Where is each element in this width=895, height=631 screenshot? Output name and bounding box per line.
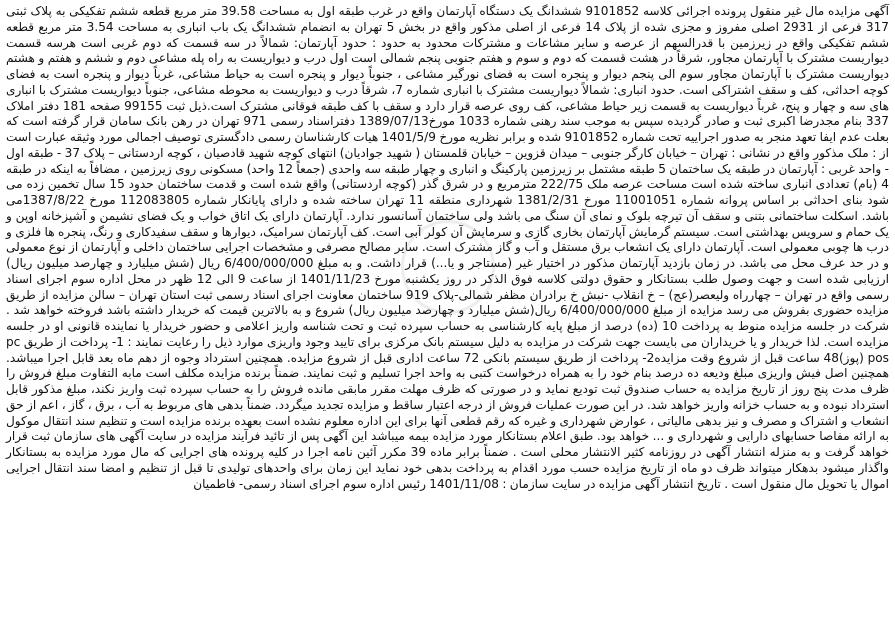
auction-notice-text: آگهی مزایده مال غیر منقول پرونده اجرائی کلاسه 9101852 ششدانگ یک دستگاه آپارتمان واقع در غرب طبقه اول به مساحت 39.58 متر مربع قطعه ششم تفکیکی به پلاک ثبتی 317 فرعی از 2931 اصلی مفروز و مجزی شده از پلاک 14 فرعی از اصلی مذکور واقع در بخش 5 تهران به انضمام ششدانگ یک باب انباری به مساحت 3.54 متر مربع قطعه ششم تفکیکی واقع در زیرزمین با قدرالسهم از عرصه و سایر مشاعات و مشترکات محدود به حدود : حدود آپارتمان: شمالاً در سه قسمت که دوم غربی است هرسه قسمت دیواریست مشترک با آپارتمان مجاور، شرقاً در هشت قسمت که دوم و سوم و هفتم جنوبی پنجم شمالی است اول درب و دیواریست به راه پله مشاعی دوم و ششم و هفتم و هشتم دیواریست مشترک با آپارتمان مجاور سوم الی پنجم دیوار و پنجره است به فضای نورگیر مشاعی ، جنوباً دیوار و پنجره است به حیاط مشاعی، غرباً دیوار و پنجره است به فضای کوچه احداثی، کف و سقف اشتراکی است. حدود انباری: شمالاً دیواریست مشترک با انباری شماره 7، شرقاً درب و دیواریست به محوطه مشاعی، جنوباً دیواریست مشترک با انباری های سه و چهار و پنج، غرباً دیواریست به قسمت زیر حیاط مشاعی، کف روی عرصه قرار دارد و سقف با کف طبقه فوقانی مشترک است.ذیل ثبت 99155 صفحه 181 دفتر املاک 337 بنام مجدرضا اکبری ثبت و صادر گردیده سپس به موجب سند رهنی شماره 1033 مورخ1389/07/13 دفتراسناد رسمی 971 تهران در رهن بانک سامان قرار گرفته است که بعلت عدم ایفا تعهد منجر به صدور اجراییه تحت شماره 9101852 شده و برابر نظریه مورخ 1401/5/9 هیات کارشناسان رسمی دادگستری توصیف اجمالی مورد وثیقه عبارت است از : ملک مذکور واقع در نشانی : تهران – خیابان کارگر جنوبی – میدان قزوین – خیابان قلمستان ( شهید جوادیان) انتهای کوچه شهید قادصیان ، کوچه اردستانی – پلاک 37 - طبقه اول - واحد غربی : آپارتمان در طبقه یک ساختمان 5 طبقه مشتمل بر زیرزمین پارکینگ و انباری و چهار طبقه سه واحدی (جمعاً 12 واحد) مسکونی روی زیرزمین ، مضافاً به اینکه در طبقه 4 (بام) تعدادی انباری ساخته شده است مساحت عرصه ملک 222/75 مترمربع و در شرق گذر (کوچه اردستانی) واقع شده است و قدمت ساختمان حدود 15 سال تخمین زده می شود بنای احداثی بر اساس پروانه شماره 11001051 مورخ 1381/2/31 شهرداری منطقه 11 تهران ساخته شده و دارای پایانکار شماره 112083805 مورخ 1387/8/22می باشد. اسکلت ساختمانی بتنی و سقف آن تیرچه بلوک و نمای آن سنگ می باشد ولی ساختمان آسانسور ندارد. آپارتمان دارای یک اتاق خواب و یک فضای نشیمن و آشپزخانه اوپن و یک حمام و سرویس بهداشتی است. سیستم گرمایش آپارتمان بخاری گازی و سرمایش آن کولر آبی است. کف آپارتمان سرامیک، دیوارها و سقف سفیدکاری و رنگ، پنجره ها فلزی و درب ها چوبی معمولی است. آپارتمان دارای یک انشعاب برق مستقل و آب و گاز مشترک است. سایر مصالح مصرفی و مشخصات اجرایی ساختمان داخلی و آپارتمان از نوع معمولی و در حد عرف محل می باشد. در زمان بازدید آپارتمان مذکور در اختیار غیر (مستاجر و یا...) قرار داشت. و به مبلغ 6/400/000/000 ریال (شش میلیارد و چهارصد میلیون ریال) ارزیابی شده است و جهت وصول طلب بستانکار و حقوق دولتی کلاسه فوق الذکر در روز یکشنبه مورخ 1401/11/23 از ساعت 9 الی 12 ظهر در محل اداره سوم اجرای اسناد رسمی واقع در تهران – چهارراه ولیعصر(عج) – خ انقلاب -نبش خ برادران مظفر شمالی-پلاک 919 ساختمان معاونت اجرای اسناد رسمی ثبت استان تهران – سالن مزایده از طریق مزایده حضوری بفروش می رسد مزایده از مبلغ 6/400/000/000 ریال(شش میلیارد و چهارصد میلیون ریال) شروع و به بالاترین قیمت که خریدار داشته باشد فروخته خواهد شد . شرکت در جلسه مزایده منوط به پرداخت 10 (ده) درصد از مبلغ پایه کارشناسی به حساب سپرده ثبت و تحت شناسه واریز اعلامی و حضور خریدار یا نماینده قانونی او در جلسه مزایده است. لذا خریدار و یا خریداران می بایست جهت شرکت در مزایده به دلیل سیستم بانک مرکزی برای تایید وجود واریزی موارد ذیل را رعایت نمایند : 1- پرداخت از طریق pc pos (پوز)48 ساعت قبل از شروع وقت مزایده2- پرداخت از طریق سیستم بانکی 72 ساعت اداری قبل از شروع مزایده. همچنین استرداد وجوه از دهم ماه بعد قابل اجرا میباشد. همچنین اصل فیش واریزی مبلغ ودیعه ده درصد بنام خود را به همراه درخواست کتبی به واحد اجرا تسلیم و ثبت نمایند. ضمناً برنده مزایده مکلف است مابه التفاوت مبلغ فروش را ظرف مدت پنج روز از تاریخ مزایده به حساب صندوق ثبت تودیع نماید و در صورتی که ظرف مهلت مقرر مابقی مانده فروش را به حساب سپرده ثبت واریز نکند، مبلغ مذکور قابل استرداد نبوده و به حساب خزانه واریز خواهد شد. در این صورت عملیات فروش از درجه اعتبار ساقط و مزایده تجدید میگردد. ضمناً بدهی های مربوط به آب ، برق ، گاز ، اعم از حق انشعاب و اشتراک و مصرف و نیز بدهی مالیاتی ، عوارض شهرداری و غیره که رقم قطعی آنها برای این اداره معلوم نشده است بعهده برنده مزایده است و تنظیم سند انتقال موکول به ارائه مفاصا حسابهای دارایی و شهرداری و ... خواهد بود. طبق اعلام بستانکار مورد مزایده بیمه میباشد این آگهی پس از تائید فرآیند مزایده در سایت آگهی های سازمان ثبت قرار خواهد گرفت و به منزله انتشار آگهی در روزنامه کثیر الانتشار محلی است . ضمناً برابر ماده 39 مکرر آئین نامه اجرا در کلیه پرونده های اجرایی که مال مورد مزایده به بستانکار واگذار میشود بدهکار میتواند ظرف دو ماه از تاریخ مزایده حسب مورد اقدام به پرداخت بدهی خود نماید این زمان برای واحدهای تولیدی تا قبل از تنظیم و امضا سند انتقال اجرایی اموال یا تحویل مال منقول است . تاریخ انتشار آگهی مزایده در سایت سازمان : 1401/11/08 رئیس اداره سوم اجرای اسناد رسمی- فاطمیان <box>6 4 890 491</box>
